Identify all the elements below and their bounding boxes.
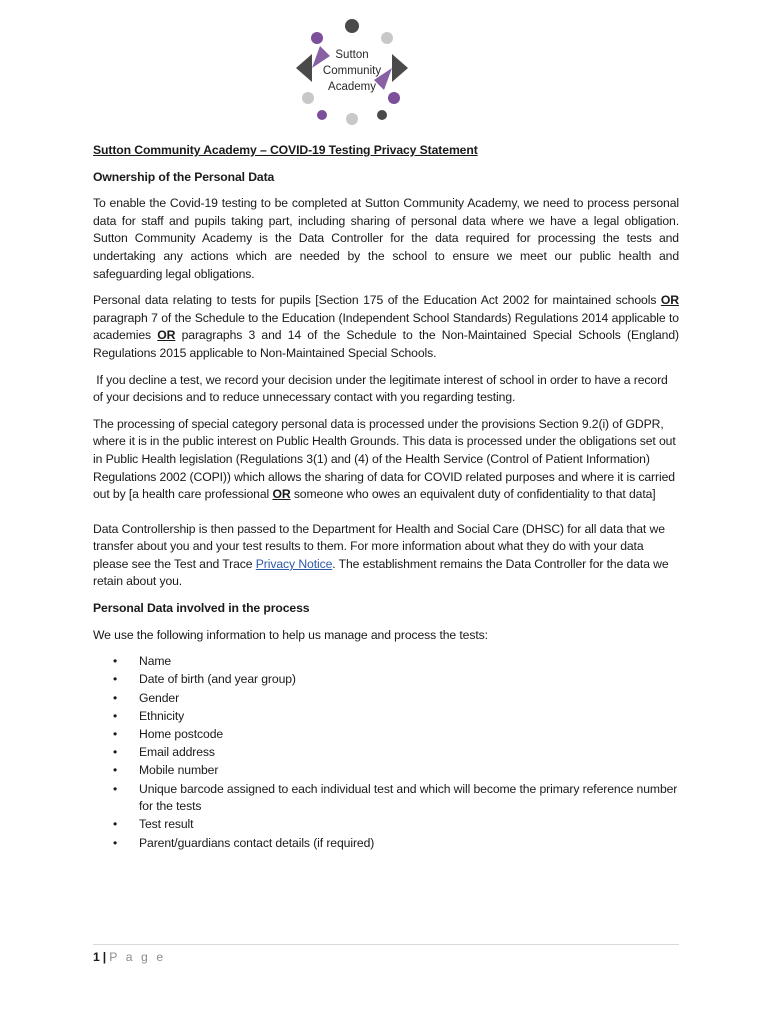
list-item bbox=[93, 744, 679, 762]
section-heading-personal-data: Personal Data involved in the process bbox=[93, 601, 310, 616]
list-item-text: Ethnicity bbox=[139, 708, 185, 723]
document-title: Sutton Community Academy – COVID-19 Testing Privacy Statement bbox=[93, 143, 478, 157]
paragraph-info-intro: We use the following information to help us manage and process the tests: bbox=[93, 627, 488, 642]
bullet-icon: • bbox=[113, 672, 118, 687]
list-item bbox=[93, 690, 679, 708]
logo-dot bbox=[311, 32, 323, 44]
paragraph-special-category bbox=[93, 416, 679, 504]
list-item-text: Parent/guardians contact details (if required) bbox=[139, 835, 375, 850]
list-item-text: Date of birth (and year group) bbox=[139, 672, 296, 687]
bullet-icon: • bbox=[113, 817, 118, 832]
footer-divider bbox=[93, 944, 679, 945]
bullet-icon: • bbox=[113, 745, 118, 760]
list-item bbox=[93, 835, 679, 853]
list-item-text: Test result bbox=[139, 817, 194, 832]
bullet-icon: • bbox=[113, 654, 118, 669]
list-item-text: Gender bbox=[139, 690, 180, 705]
paragraph-decline-test: If you decline a test, we record your decision under the legitimate interest of school in order to have a record of your decisions and to reduce unnecessary contact with you regarding testing. bbox=[93, 372, 672, 405]
bullet-icon: • bbox=[113, 708, 118, 723]
page-number: 1 bbox=[93, 950, 100, 964]
footer-separator: | bbox=[102, 950, 107, 964]
list-item bbox=[93, 781, 679, 816]
logo-left-chevron bbox=[296, 54, 312, 82]
text-run: Personal data relating to tests for pupils [Section 175 of the Education Act 2002 for maintained schools bbox=[93, 293, 661, 308]
logo-dot bbox=[302, 92, 314, 104]
list-item bbox=[93, 726, 679, 744]
logo-dot bbox=[381, 32, 393, 44]
bullet-icon: • bbox=[113, 835, 118, 850]
list-item-text: Email address bbox=[139, 745, 215, 760]
logo-dot bbox=[317, 110, 327, 120]
text-run: Data Controllership is then passed to the Department for Health and Social Care (DHSC) for all data that we transfer about you and your test results to them. For more information about what they do with your data please see the Test and Trace bbox=[93, 521, 665, 571]
bullet-icon: • bbox=[113, 727, 118, 741]
logo-text-line3: Academy bbox=[328, 81, 376, 93]
list-item bbox=[93, 708, 679, 726]
or-emphasis: OR bbox=[157, 328, 176, 343]
text-run: . The establishment remains the Data Controller for the data we retain about you. bbox=[93, 556, 669, 589]
list-item bbox=[93, 816, 679, 834]
or-emphasis: OR bbox=[272, 487, 291, 502]
list-item-text: Unique barcode assigned to each individual test and which will become the primary reference number for the tests bbox=[139, 781, 678, 814]
page-label: P a g e bbox=[109, 950, 166, 964]
privacy-notice-link[interactable]: Privacy Notice bbox=[255, 556, 333, 571]
list-item-text: Home postcode bbox=[139, 727, 224, 741]
logo-dot bbox=[388, 92, 400, 104]
logo-text-line1: Sutton bbox=[335, 49, 369, 61]
list-item-text: Mobile number bbox=[139, 763, 219, 778]
section-heading-ownership: Ownership of the Personal Data bbox=[93, 169, 275, 184]
list-item bbox=[93, 762, 679, 780]
text-run: paragraphs 3 and 14 of the Schedule to the Non-Maintained Special Schools (England) Regulations 2015 applicable to Non-Maintained Special Schools. bbox=[93, 328, 679, 360]
bullet-icon: • bbox=[113, 690, 118, 705]
text-run: The processing of special category personal data is processed under the provisions Section 9.2(i) of GDPR, where it is in the public interest on Public Health Grounds. This data is processed under the obligations set out in Public Health legislation (Regulations 3(1) and (4) of the Health Service (Control of Patient Information) Regulations 2002 (COPI)) which allows the sharing of data for COVID related purposes and where it is carried out by [a health care professional bbox=[93, 416, 676, 502]
paragraph-data-controllership bbox=[93, 521, 679, 591]
logo-right-chevron bbox=[392, 54, 408, 82]
logo-dot bbox=[377, 110, 387, 120]
list-item bbox=[93, 653, 679, 671]
text-run: paragraph 7 of the Schedule to the Education (Independent School Standards) Regulations 2014 applicable to academies bbox=[93, 310, 679, 343]
paragraph-legal-basis-pupils bbox=[93, 292, 679, 362]
logo-text-line2: Community bbox=[322, 65, 382, 77]
page-footer bbox=[93, 949, 166, 965]
academy-logo bbox=[290, 18, 414, 126]
text-run: someone who owes an equivalent duty of confidentiality to that data] bbox=[290, 487, 656, 502]
logo-dot bbox=[346, 113, 358, 125]
or-emphasis: OR bbox=[660, 293, 679, 308]
bullet-icon: • bbox=[113, 763, 118, 778]
academy-logo-graphic bbox=[290, 18, 414, 126]
personal-data-list bbox=[93, 653, 679, 852]
list-item-text: Name bbox=[139, 654, 172, 669]
bullet-icon: • bbox=[113, 781, 118, 796]
document-body bbox=[93, 142, 679, 853]
list-item bbox=[93, 671, 679, 689]
paragraph-ownership: To enable the Covid-19 testing to be completed at Sutton Community Academy, we need to process personal data for staff and pupils taking part, including sharing of personal data where we have a legal obligation. Sutton Community Academy is the Data Controller for the data required for processing the tests and undertaking any actions which are needed by the school to ensure we meet our public health and safeguarding legal obligations. bbox=[93, 196, 679, 281]
logo-dot bbox=[345, 19, 359, 33]
spacer bbox=[93, 504, 679, 521]
